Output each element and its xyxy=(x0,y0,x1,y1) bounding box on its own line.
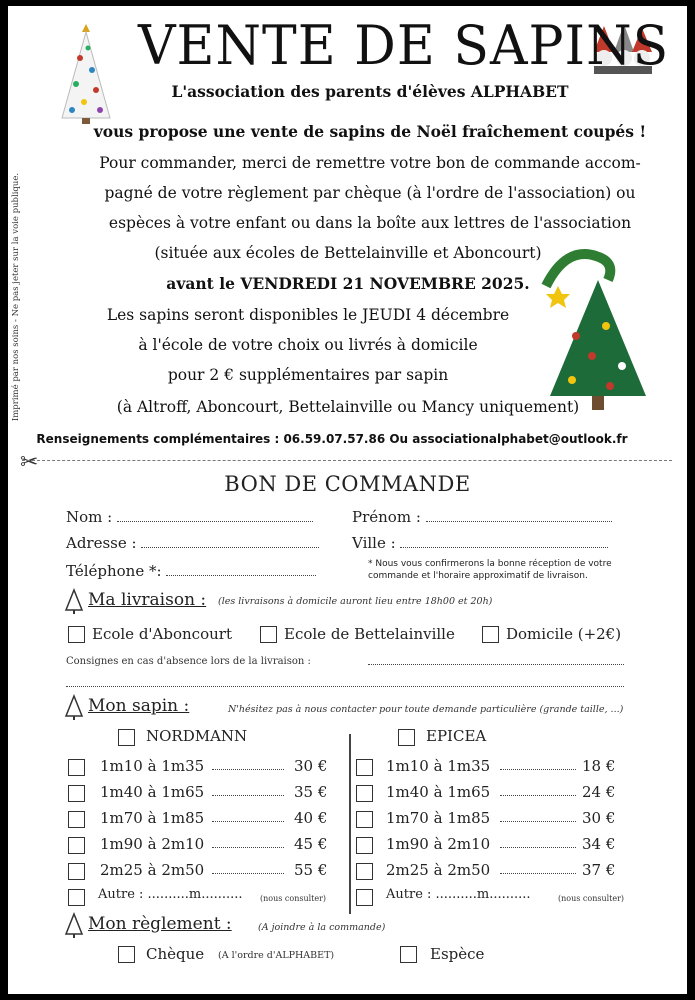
nordmann-size-label: 1m40 à 1m65 xyxy=(100,783,205,801)
ville-field[interactable] xyxy=(400,537,608,548)
telephone-field[interactable] xyxy=(166,565,316,576)
nordmann-price: 45 € xyxy=(294,835,328,853)
epicea-size-checkbox[interactable] xyxy=(356,759,373,776)
intro-association: L'association des parents d'élèves ALPHABET xyxy=(171,82,569,101)
epicea-size-checkbox[interactable] xyxy=(356,785,373,802)
adresse-field[interactable] xyxy=(141,537,319,548)
intro-line: espèces à votre enfant ou dans la boîte aux lettres de l'association xyxy=(108,214,632,232)
epicea-price: 18 € xyxy=(582,757,616,775)
epicea-label: EPICEA xyxy=(426,727,487,745)
consignes-field[interactable] xyxy=(368,664,624,665)
nordmann-size-checkbox[interactable] xyxy=(68,785,85,802)
intro-line: pagné de votre règlement par chèque (à l'ordre de l'association) ou xyxy=(104,184,636,202)
tree-bullet-icon xyxy=(64,588,84,614)
epicea-size-label: 1m10 à 1m35 xyxy=(386,757,491,775)
nordmann-size-checkbox[interactable] xyxy=(68,811,85,828)
intro-line: (à Altroff, Aboncourt, Bettelainville ou Mancy uniquement) xyxy=(116,398,580,416)
intro-line: vous propose une vente de sapins de Noël fraîchement coupés ! xyxy=(93,122,647,141)
prenom-field[interactable] xyxy=(426,511,612,522)
cheque-note: (A l'ordre d'ALPHABET) xyxy=(218,950,335,961)
epicea-size-checkbox[interactable] xyxy=(356,863,373,880)
intro-line: Les sapins seront disponibles le JEUDI 4 décembre xyxy=(106,306,510,324)
cheque-label: Chèque xyxy=(146,945,205,963)
checkbox-nordmann[interactable] xyxy=(118,729,135,746)
consignes-label: Consignes en cas d'absence lors de la livraison : xyxy=(66,656,311,667)
nordmann-autre-note: (nous consulter) xyxy=(260,894,327,903)
nordmann-autre: Autre : ..........m.......... xyxy=(98,887,243,902)
checkbox-espece[interactable] xyxy=(400,946,417,963)
nordmann-dotted-leader xyxy=(212,873,284,874)
order-form-sheet xyxy=(8,6,687,994)
nordmann-dotted-leader xyxy=(212,847,284,848)
ville-label: Ville : xyxy=(352,534,396,552)
epicea-dotted-leader xyxy=(500,821,576,822)
decorated-tree-icon xyxy=(536,246,656,414)
reglement-title: Mon règlement : xyxy=(88,914,232,934)
checkbox-nordmann-autre[interactable] xyxy=(68,889,85,906)
order-form-heading: BON DE COMMANDE xyxy=(224,472,471,496)
nordmann-size-checkbox[interactable] xyxy=(68,759,85,776)
epicea-size-label: 1m90 à 2m10 xyxy=(386,835,491,853)
nordmann-price: 35 € xyxy=(294,783,328,801)
checkbox-epicea-autre[interactable] xyxy=(356,889,373,906)
epicea-autre: Autre : ..........m.......... xyxy=(386,887,531,902)
option-domicile: Domicile (+2€) xyxy=(506,625,622,643)
tree-bullet-icon xyxy=(64,912,84,938)
page-title: VENTE DE SAPINS xyxy=(138,14,670,78)
nordmann-price: 30 € xyxy=(294,757,328,775)
prenom-label: Prénom : xyxy=(352,508,421,526)
livraison-title: Ma livraison : xyxy=(88,590,207,610)
sapin-subtitle: N'hésitez pas à nous contacter pour toute demande particulière (grande taille, ...) xyxy=(228,704,624,715)
checkbox-epicea[interactable] xyxy=(398,729,415,746)
telephone-label: Téléphone *: xyxy=(66,562,162,580)
consignes-field-line2[interactable] xyxy=(66,686,624,687)
nordmann-dotted-leader xyxy=(212,821,284,822)
epicea-dotted-leader xyxy=(500,847,576,848)
epicea-autre-note: (nous consulter) xyxy=(558,894,625,903)
checkbox-cheque[interactable] xyxy=(118,946,135,963)
nordmann-size-checkbox[interactable] xyxy=(68,863,85,880)
reglement-subtitle: (A joindre à la commande) xyxy=(258,922,386,933)
epicea-dotted-leader xyxy=(500,795,576,796)
epicea-size-label: 1m40 à 1m65 xyxy=(386,783,491,801)
adresse-label: Adresse : xyxy=(66,534,137,552)
nordmann-price: 55 € xyxy=(294,861,328,879)
intro-line: pour 2 € supplémentaires par sapin xyxy=(167,366,449,384)
livraison-subtitle: (les livraisons à domicile auront lieu entre 18h00 et 20h) xyxy=(218,596,493,607)
checkbox-ecole-bettelainville[interactable] xyxy=(260,626,277,643)
intro-line: Pour commander, merci de remettre votre bon de commande accom- xyxy=(99,154,641,172)
nordmann-dotted-leader xyxy=(212,769,284,770)
nom-label: Nom : xyxy=(66,508,113,526)
print-notice: Imprimé par nos soins - Ne pas jeter sur la voie publique. xyxy=(11,172,21,422)
nordmann-size-label: 1m10 à 1m35 xyxy=(100,757,205,775)
nordmann-size-checkbox[interactable] xyxy=(68,837,85,854)
epicea-size-checkbox[interactable] xyxy=(356,811,373,828)
intro-line: (située aux écoles de Bettelainville et Aboncourt) xyxy=(154,244,542,262)
nom-field[interactable] xyxy=(117,511,313,522)
confirmation-note-line1: * Nous vous confirmerons la bonne réception de votre xyxy=(368,559,612,569)
intro-deadline: avant le VENDREDI 21 NOVEMBRE 2025. xyxy=(166,274,530,293)
epicea-dotted-leader xyxy=(500,769,576,770)
espece-label: Espèce xyxy=(430,945,485,963)
nordmann-dotted-leader xyxy=(212,795,284,796)
nordmann-price: 40 € xyxy=(294,809,328,827)
epicea-price: 24 € xyxy=(582,783,616,801)
intro-line: à l'école de votre choix ou livrés à domicile xyxy=(138,336,478,354)
nordmann-size-label: 2m25 à 2m50 xyxy=(100,861,205,879)
column-divider xyxy=(349,734,351,914)
nordmann-size-label: 1m90 à 2m10 xyxy=(100,835,205,853)
sapin-title: Mon sapin : xyxy=(88,696,190,716)
scissors-icon: ✂ xyxy=(20,450,39,475)
cut-line xyxy=(22,460,672,461)
tree-bullet-icon xyxy=(64,694,84,720)
epicea-size-label: 1m70 à 1m85 xyxy=(386,809,491,827)
epicea-size-checkbox[interactable] xyxy=(356,837,373,854)
epicea-price: 37 € xyxy=(582,861,616,879)
epicea-dotted-leader xyxy=(500,873,576,874)
nordmann-label: NORDMANN xyxy=(146,727,248,745)
option-ecole-bettelainville: Ecole de Bettelainville xyxy=(284,625,455,643)
epicea-size-label: 2m25 à 2m50 xyxy=(386,861,491,879)
contact-info: Renseignements complémentaires : 06.59.07.57.86 Ou associationalphabet@outlook.fr xyxy=(36,432,628,446)
nordmann-size-label: 1m70 à 1m85 xyxy=(100,809,205,827)
epicea-price: 30 € xyxy=(582,809,616,827)
checkbox-domicile[interactable] xyxy=(482,626,499,643)
christmas-tree-icon xyxy=(50,18,122,128)
option-ecole-aboncourt: Ecole d'Aboncourt xyxy=(92,625,232,643)
epicea-price: 34 € xyxy=(582,835,616,853)
checkbox-ecole-aboncourt[interactable] xyxy=(68,626,85,643)
confirmation-note-line2: commande et l'horaire approximatif de livraison. xyxy=(368,571,588,581)
